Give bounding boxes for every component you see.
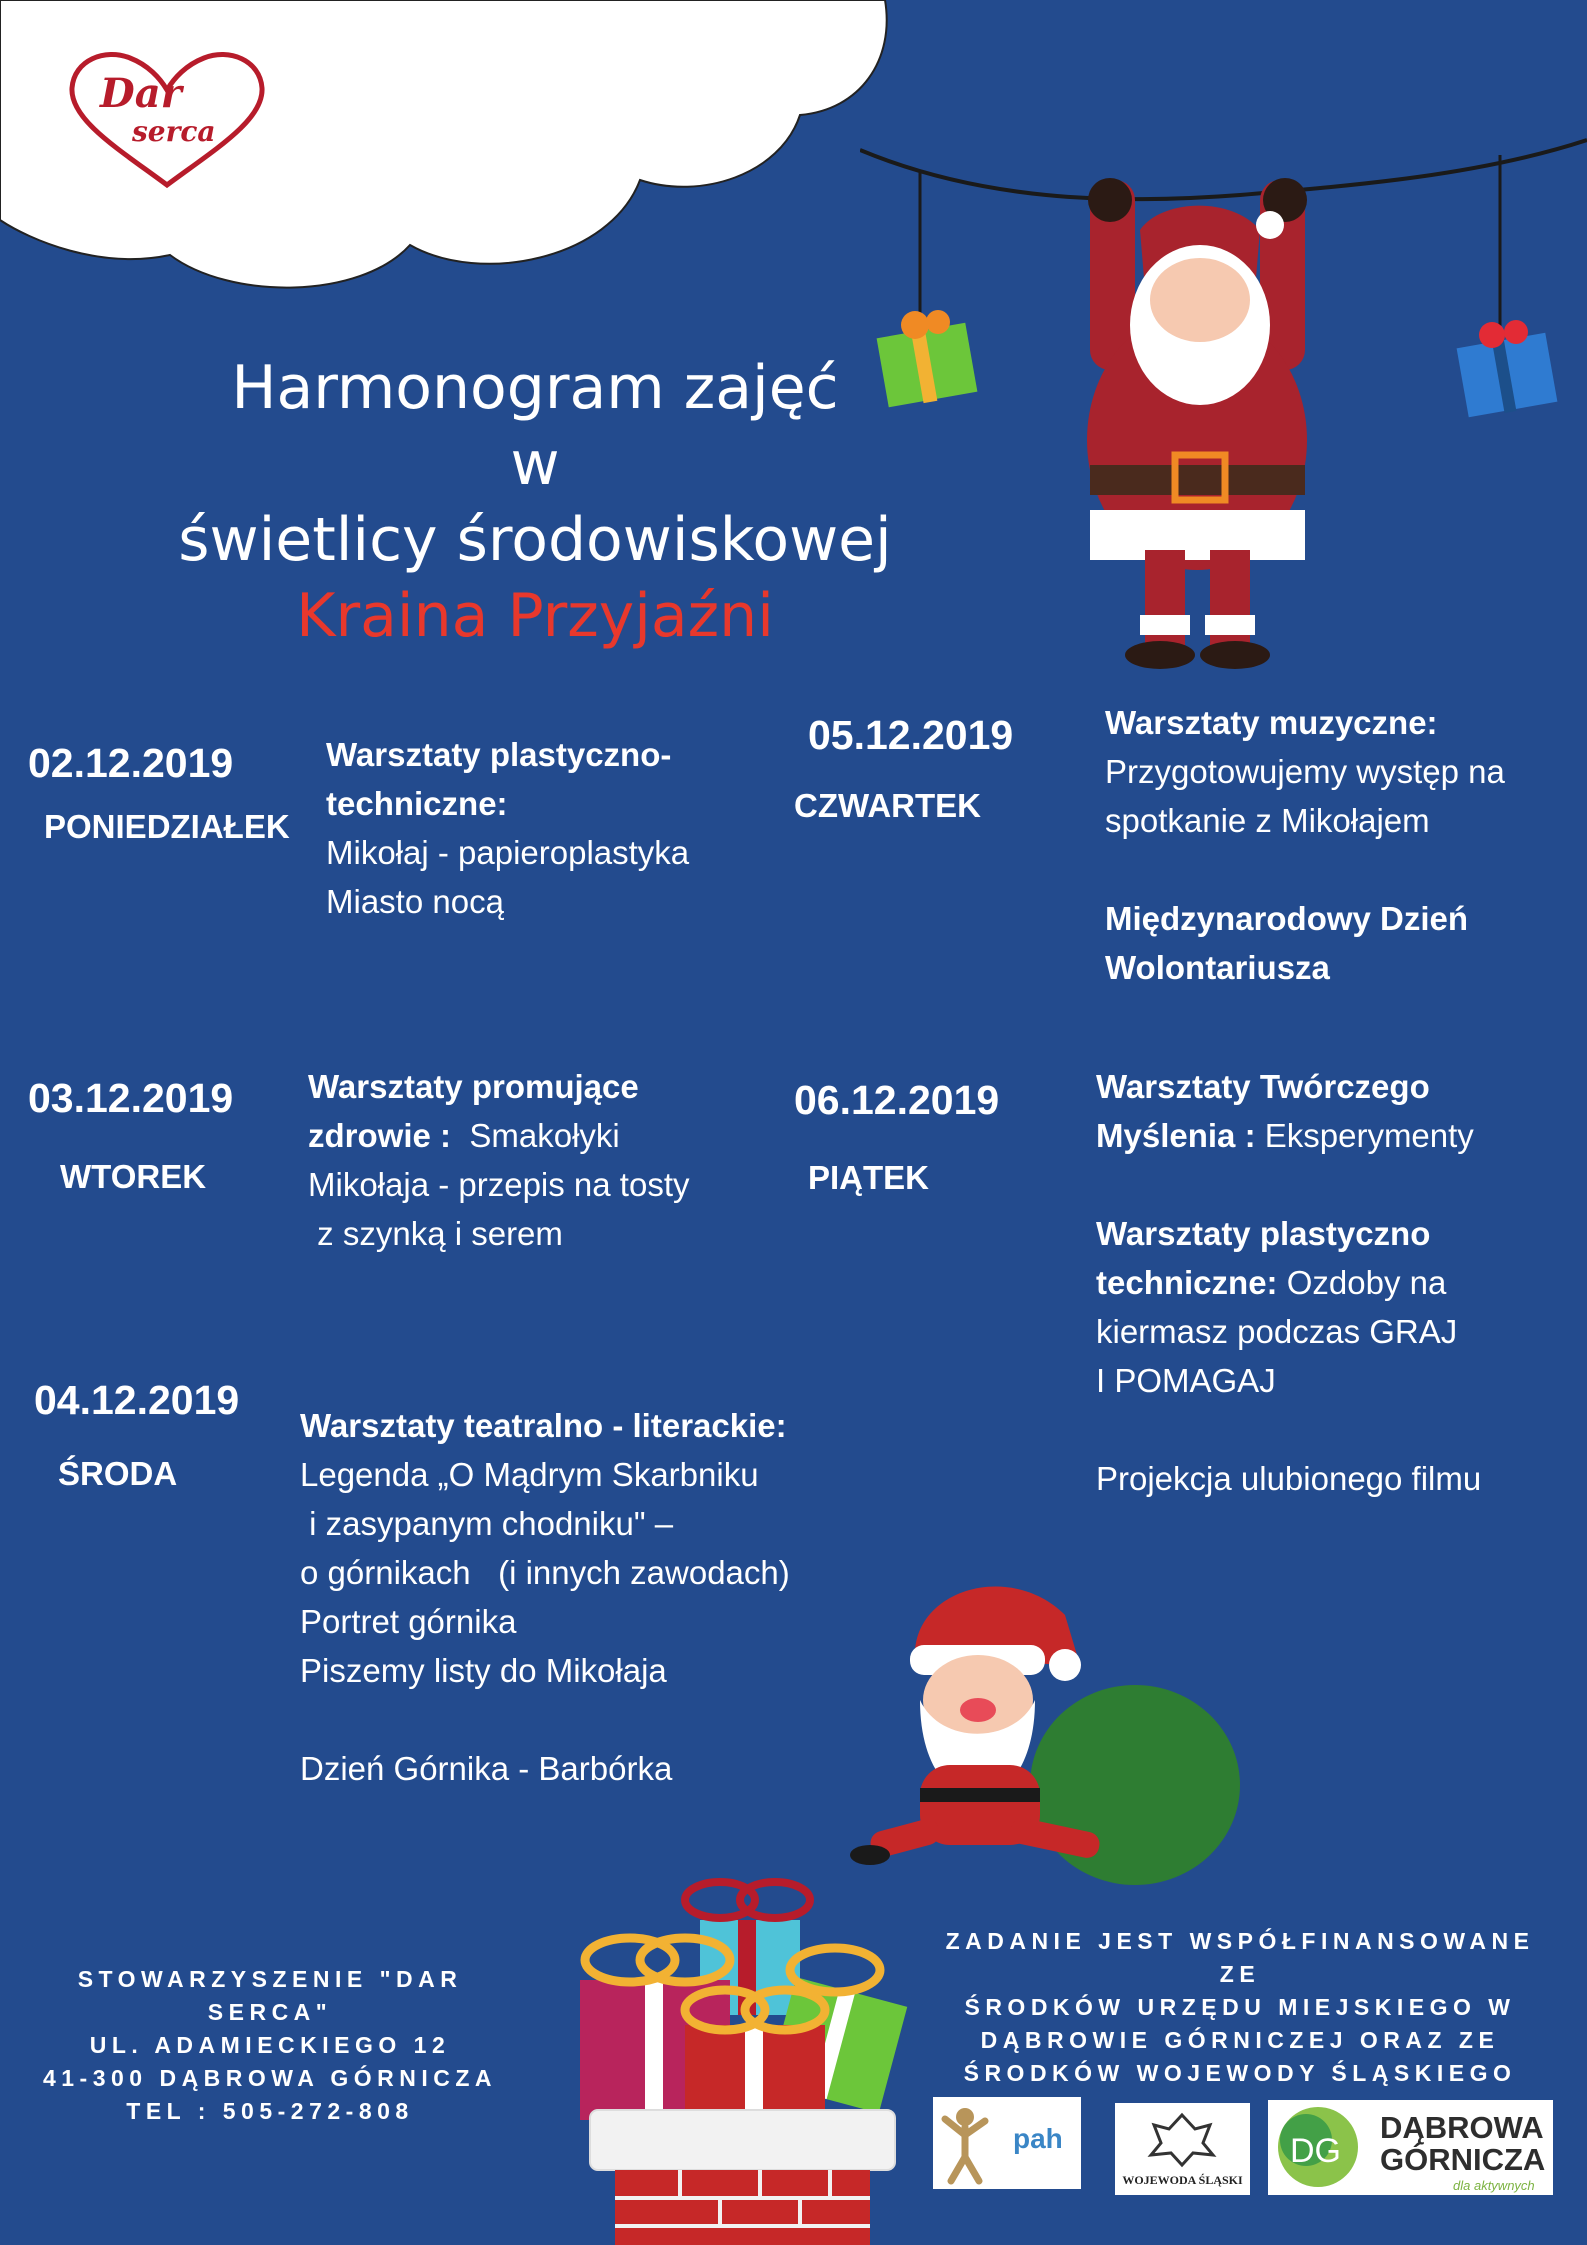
activity-line: Miasto nocą: [326, 883, 504, 920]
activity-line: kiermasz podczas GRAJ: [1096, 1313, 1458, 1350]
activity-text: Smakołyki: [469, 1117, 620, 1154]
blue-gift-icon: [1457, 320, 1558, 417]
logo-text-serca: serca: [132, 115, 216, 148]
dg-logo-icon: [1268, 2100, 1368, 2195]
activity-line: Mikołaj - papieroplastyka: [326, 834, 690, 871]
title-line-4: Kraina Przyjaźni: [296, 581, 774, 651]
activity-heading: Wolontariusza: [1105, 949, 1330, 986]
funding-line: ŚRODKÓW WOJEWODY ŚLĄSKIEGO: [963, 2060, 1517, 2086]
activity-heading: Warsztaty plastyczno: [1096, 1215, 1431, 1252]
page-title: [100, 350, 970, 654]
activity-heading: techniczne:: [1096, 1264, 1278, 1301]
funding-line: ZADANIE JEST WSPÓŁFINANSOWANE ZE: [945, 1928, 1535, 1987]
logo-text-dar: Dar: [100, 70, 182, 117]
pah-logo: [933, 2097, 1081, 2189]
activity-text: Ozdoby na: [1286, 1264, 1447, 1301]
santa-with-sack-illustration: [850, 1570, 1250, 1890]
wojewoda-logo: [1115, 2103, 1250, 2195]
logo: [60, 40, 275, 200]
activity-line: Przygotowujemy występ na: [1105, 753, 1505, 790]
date-label: 04.12.2019: [34, 1377, 240, 1423]
figure-icon: [933, 2097, 993, 2189]
day-label: PONIEDZIAŁEK: [44, 808, 290, 845]
dg-tagline: dla aktywnych: [1453, 2178, 1535, 2193]
activity-line: o górnikach (i innych zawodach): [300, 1554, 790, 1591]
wojewoda-text: WOJEWODA ŚLĄSKI: [1122, 2173, 1243, 2187]
activity-line: i zasypanym chodniku" –: [300, 1505, 674, 1542]
activity-heading: techniczne:: [326, 785, 508, 822]
activity-heading: Myślenia :: [1096, 1117, 1256, 1154]
activity-line: Legenda „O Mądrym Skarbniku: [300, 1456, 759, 1493]
date-label: 06.12.2019: [794, 1077, 1000, 1123]
dabrowa-gornicza-logo: [1268, 2100, 1553, 2195]
activity-text: Eksperymenty: [1264, 1117, 1474, 1154]
santa-sack-icon: [1030, 1685, 1240, 1885]
title-line-3: świetlicy środowiskowej: [178, 505, 892, 575]
activity-heading: Warsztaty muzyczne:: [1105, 704, 1438, 741]
activity-heading: Międzynarodowy Dzień: [1105, 900, 1469, 937]
funding-note: [925, 1925, 1555, 2090]
date-label: 05.12.2019: [808, 712, 1014, 758]
org-line: 41-300 DĄBROWA GÓRNICZA: [42, 2065, 498, 2091]
schedule-description: [1096, 1062, 1576, 1503]
activity-line: Piszemy listy do Mikołaja: [300, 1652, 667, 1689]
dg-name: [1380, 2112, 1545, 2176]
activity-heading: Warsztaty teatralno - literackie:: [300, 1407, 787, 1444]
gift-stack-icon: [580, 1882, 907, 2145]
organization-address: [10, 1963, 530, 2128]
title-line-1: Harmonogram zajęć: [231, 353, 839, 423]
chimney-gifts-illustration: [570, 1860, 940, 2245]
svg-text:DG: DG: [1290, 2132, 1341, 2170]
activity-heading: Warsztaty promujące: [308, 1068, 639, 1105]
funding-line: DĄBROWIE GÓRNICZEJ ORAZ ZE: [980, 2027, 1500, 2053]
org-line: UL. ADAMIECKIEGO 12: [89, 2032, 451, 2058]
activity-line: Mikołaja - przepis na tosty: [308, 1166, 690, 1203]
schedule-description: [308, 1062, 778, 1258]
org-line: STOWARZYSZENIE "DAR SERCA": [77, 1966, 463, 2025]
chimney-icon: [590, 2110, 895, 2245]
activity-heading: zdrowie :: [308, 1117, 452, 1154]
eagle-emblem-icon: [1115, 2103, 1250, 2173]
schedule-description: [300, 1401, 820, 1793]
day-label: PIĄTEK: [808, 1159, 930, 1196]
day-label: ŚRODA: [58, 1455, 178, 1492]
activity-line: spotkanie z Mikołajem: [1105, 802, 1430, 839]
org-line: TEL : 505-272-808: [126, 2098, 414, 2124]
activity-line: Projekcja ulubionego filmu: [1096, 1460, 1482, 1497]
day-label: WTOREK: [60, 1158, 207, 1195]
activity-line: z szynką i serem: [308, 1215, 563, 1252]
schedule-description: [1105, 698, 1575, 992]
santa-icon: [1087, 178, 1307, 669]
activity-line: I POMAGAJ: [1096, 1362, 1276, 1399]
activity-heading: Warsztaty Twórczego: [1096, 1068, 1430, 1105]
activity-line: Portret górnika: [300, 1603, 517, 1640]
pah-text: pah: [1013, 2123, 1063, 2154]
date-label: 02.12.2019: [28, 740, 234, 786]
activity-heading: Warsztaty plastyczno-: [326, 736, 672, 773]
dg-line-1: DĄBROWA: [1380, 2110, 1544, 2145]
title-line-2: w: [510, 429, 560, 499]
day-label: CZWARTEK: [794, 787, 981, 824]
schedule-description: [326, 730, 786, 926]
date-label: 03.12.2019: [28, 1075, 234, 1121]
activity-line: Dzień Górnika - Barbórka: [300, 1750, 673, 1787]
dg-line-2: GÓRNICZA: [1380, 2142, 1546, 2177]
funding-line: ŚRODKÓW URZĘDU MIEJSKIEGO W: [964, 1994, 1516, 2020]
